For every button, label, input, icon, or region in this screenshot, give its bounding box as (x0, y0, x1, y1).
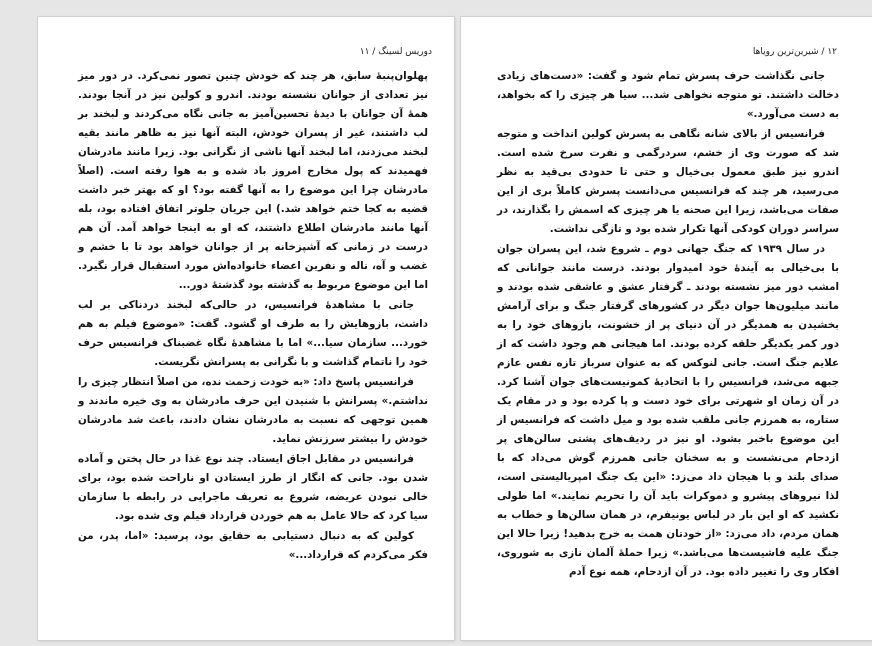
right-page (461, 17, 872, 640)
page-header (461, 47, 872, 63)
paragraph: پهلوان‌پنبهٔ سابق، هر چند که خودش چنین تصور نمی‌کرد. در دور میز نیز تعدادی از جوانان نشسته بودند. اندرو و کولین نیز در آنجا بودند. همهٔ آن جوانان با دیدهٔ تحسین‌آمیز به جانی نگاه می‌کردند و لبخند بر لب داشتند، غیر از پسران خودش، البته آنها نیز به ظاهر مانند بقیه لبخند می‌زدند، اما لبخند آنها ناشی از نگرانی بود. زیرا مانند مادرشان فهمیدند که پول مخارج امروز باد شده و به هوا رفته است. (اصلاً مادرشان چرا این موضوع را به آنها گفته بود؟ او که بهتر خبر داشت قضیه به کجا ختم خواهد شد.) این جریان جلوتر اتفاق افتاده بود، بله آنها مانند مادرشان اطلاع داشتند، که او به اینجا خواهد آمد. آن هم درست در زمانی که آشپزخانه پر از جوانان خواهد بود تا با خشم و غضب و آه، ناله و نفرین اعضاء خانواده‌اش مورد استقبال قرار نگیرد. اما این موضوع مربوط به گذشته بود گذشتهٔ دور... (78, 70, 428, 291)
page-body (78, 67, 428, 566)
paragraph: فرانسیس پاسخ داد: «به خودت زحمت نده، من اصلاً انتظار چیزی را نداشتم.» پسرانش با شنیدن این حرف مادرشان به وی خیره ماندند و همین توجهی که نسبت به مادرشان نشان دادند، باعث شد مادرشان خودش را بیشتر سرزنش نماید. (78, 376, 428, 445)
paragraph: جانی نگذاشت حرف پسرش تمام شود و گفت: «دست‌های زیادی دخالت داشتند. تو متوجه نخواهی شد... سیا هر چیزی را که بخواهد، به دست می‌آورد.» (497, 70, 839, 120)
paragraph: جانی با مشاهدهٔ فرانسیس، در حالی‌که لبخند دردناکی بر لب داشت، بازوهایش را به طرف او گشود. گفت: «موضوع فیلم به هم خورد... سازمان سیا...» اما با مشاهدهٔ نگاه غضبناک فرانسیس حرف خود را ناتمام گذاشت و با نگرانی به پسرانش نگریست. (78, 299, 428, 368)
running-header-left: دوریس لسینگ / ۱۱ (359, 47, 432, 57)
paragraph: در سال ۱۹۳۹ که جنگ جهانی دوم ـ شروع شد، این پسران جوان با بی‌خیالی به آیندهٔ خود امیدوار بودند. درست مانند جوانانی که امشب دور میز نشسته بودند ـ گرفتار عشق و عاشقی شده بودند و مانند میلیون‌ها جوان دیگر در کشورهای گرفتار جنگ و برای آرامش بخشیدن به همدیگر در آن دنیای پر از خشونت، بازوهای خود را به دور کمر یکدیگر حلقه کرده بودند. اما هیجانی هم وجود داشت که از علایم جنگ است. جانی لنوکس که به عنوان سرباز تازه نفس عازم جبهه می‌شد، فرانسیس را با اتحادیهٔ کمونیست‌های جوان آشنا کرد. در آن زمان او شهرتی برای خود دست و پا کرده بود و در مقام یک ستاره، به همرزم جانی ملقب شده بود و میل داشت که فرانسیس از این موضوع باخبر بشود. او نیز در ردیف‌های پشتی سالن‌های پر ازدحام می‌نشست و به سخنان جانی همرزم گوش می‌داد که با صدای بلند و با هیجان داد می‌زد: «این یک جنگ امپریالیستی است، لذا نیروهای پیشرو و دموکرات باید آن را تحریم نمایند.» اما طولی نکشید که او این بار در لباس یونیفرم، در همان سالن‌ها و خطاب به همان مردم، داد می‌زد: «از خودتان همت به خرج بدهید! زیرا حالا این جنگ علیه فاشیست‌ها می‌باشد.» زیرا حملهٔ آلمان نازی به شوروی، افکار وی را تغییر داده بود. در آن ازدحام، همه نوع آدم (497, 243, 839, 578)
page-header (38, 47, 454, 63)
left-page (38, 17, 454, 640)
paragraph: فرانسیس در مقابل اجاق ایستاد. چند نوع غذا در حال پختن و آماده شدن بود. جانی که انگار از طرز ایستادن او ناراحت شده بود، برای خالی نبودن عریضه، شروع به تعریف ماجرایی در رابطه با سازمان سیا کرد که حالا عامل به هم خوردن قرارداد فیلم وی شده بود. (78, 453, 428, 522)
running-header-right: ۱۲ / شیرین‌ترین رویاها (752, 47, 837, 57)
paragraph: کولین که به دنبال دستیابی به حقایق بود، پرسید: «اما، پدر، من فکر می‌کردم که قرارداد...» (78, 530, 428, 561)
page-body (497, 67, 839, 583)
paragraph: فرانسیس از بالای شانه نگاهی به پسرش کولین انداخت و متوجه شد که صورت وی از خشم، سردرگمی و نفرت سرخ شده است. اندرو نیز طبق معمول بی‌خیال و حتی تا حدودی بی‌قید به نظر می‌رسید، هر چند که فرانسیس می‌دانست پسرش کاملاً بری از این صفات می‌باشد، زیرا این صحنه یا هر چیزی که اسمش را بگذارند، در سراسر دوران کودکی آنها تکرار شده بود و تازگی نداشت. (497, 128, 839, 235)
